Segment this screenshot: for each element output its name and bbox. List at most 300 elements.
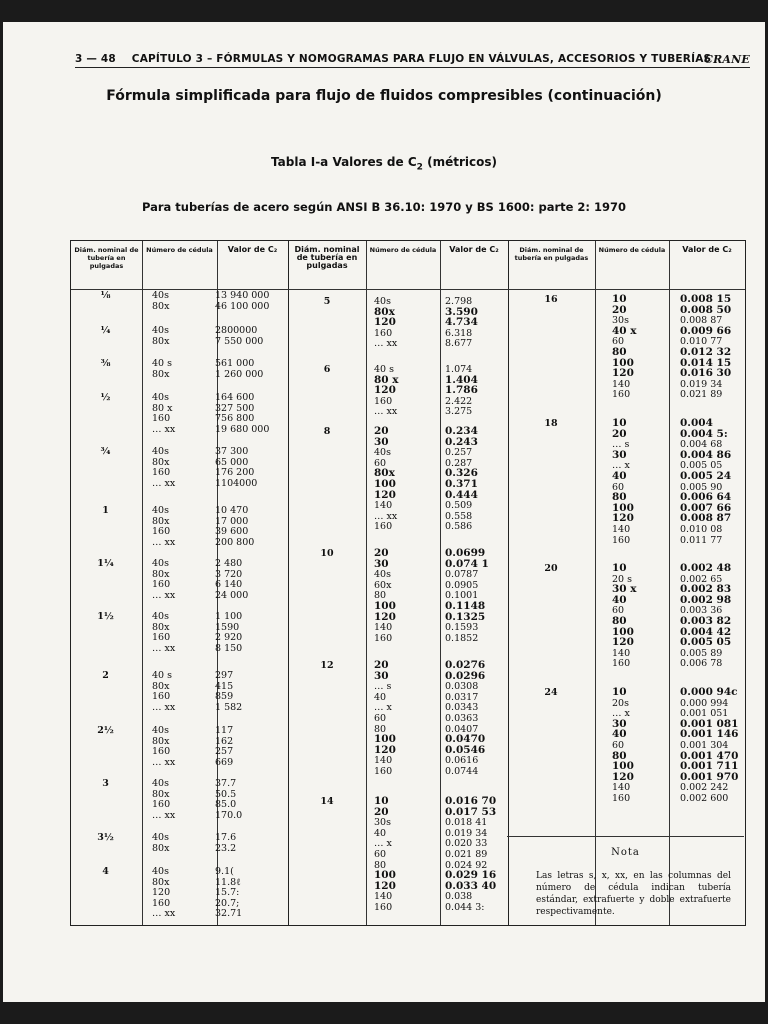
cz-value-cell: 0.000 94c <box>680 686 738 698</box>
cz-value-cell: 39 600 <box>215 526 249 538</box>
schedule-cell: 80 x <box>374 373 399 386</box>
schedule-cell: 160 <box>374 521 393 533</box>
schedule-cell: 160 <box>152 897 171 909</box>
schedule-cell: 20 s <box>612 573 632 585</box>
table-divider <box>595 241 596 925</box>
cz-value-cell: 3.590 <box>445 305 478 318</box>
note-text: Las letras s, x, xx, en las columnas del número de cédula indican tubería estándar, extrafuerte y doble extrafuerte respectivamente. <box>536 871 731 917</box>
schedule-cell: … s <box>612 439 630 451</box>
schedule-cell: 100 <box>612 501 634 514</box>
cz-value-cell: 65 000 <box>215 456 249 468</box>
schedule-cell: 40 <box>612 470 627 482</box>
schedule-cell: … xx <box>152 642 176 654</box>
schedule-cell: 40 <box>374 827 387 839</box>
schedule-cell: 40 <box>374 691 387 703</box>
cz-value-cell: 0.006 78 <box>680 658 723 670</box>
table-title-prefix: Tabla I-a Valores de C <box>271 155 417 169</box>
cz-value-cell: 0.004 <box>680 417 713 429</box>
schedule-cell: 160 <box>374 902 393 913</box>
schedule-cell: 40 x <box>612 324 637 337</box>
schedule-cell: 40 s <box>152 358 172 369</box>
schedule-cell: 80 <box>612 346 627 358</box>
cz-value-cell: 23.2 <box>215 842 237 854</box>
schedule-cell: 80 <box>612 491 627 504</box>
cz-value-cell: 0.001 081 <box>680 717 739 730</box>
cz-value-cell: 20.7; <box>215 897 240 909</box>
cz-value-cell: 0.558 <box>445 510 473 522</box>
schedule-cell: … xx <box>374 338 398 350</box>
schedule-cell: 100 <box>374 869 396 882</box>
schedule-cell: 30 <box>612 448 627 461</box>
schedule-cell: 140 <box>612 524 631 535</box>
cz-value-cell: 1 260 000 <box>215 368 264 380</box>
schedule-cell: 30 <box>374 669 389 682</box>
cz-value-cell: 0.586 <box>445 521 473 533</box>
nominal-size: 1 <box>102 505 109 516</box>
schedule-cell: 120 <box>612 512 634 525</box>
brand-name: CRANE <box>704 53 750 66</box>
schedule-cell: 80x <box>152 568 170 580</box>
schedule-cell: … s <box>374 681 392 693</box>
schedule-cell: 40s <box>152 446 169 457</box>
cz-value-cell: 0.003 36 <box>680 605 723 617</box>
cz-value-cell: 0.017 53 <box>445 805 497 818</box>
cz-value-cell: 0.011 77 <box>680 534 723 546</box>
schedule-cell: 80x <box>152 300 170 312</box>
schedule-cell: 120 <box>612 636 634 649</box>
cz-value-cell: 2.798 <box>445 296 473 307</box>
schedule-cell: 40s <box>152 558 169 569</box>
schedule-cell: 20s <box>612 697 629 709</box>
nominal-size: 14 <box>320 796 334 807</box>
cz-value-cell: 0.016 70 <box>445 795 497 807</box>
cz-value-cell: 10 470 <box>215 505 249 516</box>
schedule-cell: 80 <box>374 723 387 735</box>
schedule-cell: … xx <box>152 809 176 821</box>
nominal-size: 4 <box>102 866 109 877</box>
schedule-cell: 160 <box>612 389 631 401</box>
schedule-cell: 120 <box>374 384 396 397</box>
cz-value-cell: 0.016 30 <box>680 367 732 380</box>
cz-value-cell: 200 800 <box>215 536 255 548</box>
cz-value-cell: 0.1001 <box>445 590 479 602</box>
header-valor: Valor de C₂ <box>682 245 732 254</box>
cz-value-cell: 0.001 146 <box>680 728 739 741</box>
schedule-cell: 30 <box>374 557 389 570</box>
nominal-size: 5 <box>323 296 331 307</box>
page-title: Fórmula simplificada para flujo de fluidos compresibles (continuación) <box>106 88 662 104</box>
schedule-cell: 100 <box>374 733 396 746</box>
header-diam: Diám. nominal de tubería en pulgadas <box>74 246 139 270</box>
nominal-size: 18 <box>544 418 558 429</box>
cz-value-cell: 162 <box>215 735 234 747</box>
schedule-cell: 10 <box>612 417 627 429</box>
cz-value-cell: 0.002 242 <box>680 782 729 794</box>
schedule-cell: 40s <box>152 290 169 301</box>
cz-value-cell: 0.0308 <box>445 681 479 693</box>
cz-value-cell: 0.005 05 <box>680 460 723 472</box>
cz-value-cell: 297 <box>215 670 234 681</box>
cz-value-cell: 0.1593 <box>445 622 479 634</box>
header-cedula: Número de cédula <box>369 246 437 254</box>
header-diam: Diám. nominal de tubería en pulgadas <box>514 246 589 262</box>
header-diam: Diám. nominal de tubería en pulgadas <box>294 245 360 270</box>
cz-value-cell: 0.371 <box>445 478 478 490</box>
schedule-cell: 80x <box>374 467 395 480</box>
schedule-cell: 80 <box>374 859 387 871</box>
schedule-cell: 80x <box>152 515 170 527</box>
schedule-cell: 160 <box>374 632 393 644</box>
schedule-cell: … xx <box>152 423 176 435</box>
cz-value-cell: 9.1( <box>215 866 234 877</box>
nominal-size: ¾ <box>100 446 111 457</box>
schedule-cell: 80x <box>374 305 395 318</box>
schedule-cell: 120 <box>152 887 171 899</box>
schedule-cell: 80x <box>152 621 170 633</box>
nominal-size: ¼ <box>100 325 111 336</box>
table-title <box>0 155 768 172</box>
schedule-cell: 160 <box>612 658 631 670</box>
cz-value-cell: 756 800 <box>215 413 255 425</box>
cz-value-cell: 0.005 89 <box>680 647 723 659</box>
schedule-cell: 160 <box>152 526 171 538</box>
cz-value-cell: 0.003 82 <box>680 615 732 627</box>
cz-value-cell: 0.005 90 <box>680 481 723 493</box>
cz-value-cell: 0.234 <box>445 425 478 437</box>
schedule-cell: 40 <box>612 593 627 606</box>
schedule-cell: 80x <box>152 876 170 888</box>
cz-value-cell: 0.0296 <box>445 669 486 682</box>
cz-value-cell: 0.1148 <box>445 600 486 612</box>
schedule-cell: 160 <box>374 327 393 339</box>
schedule-cell: … x <box>374 702 392 714</box>
cz-value-cell: 15.7: <box>215 887 240 899</box>
schedule-cell: 40 <box>612 728 627 741</box>
nominal-size: 10 <box>320 548 334 559</box>
cz-value-cell: 2 920 <box>215 632 243 644</box>
cz-value-cell: 0.001 470 <box>680 749 739 762</box>
nominal-size: ⅛ <box>100 290 111 301</box>
schedule-cell: 100 <box>612 356 634 369</box>
cz-value-cell: 170.0 <box>215 809 243 821</box>
cz-value-cell: 0.0407 <box>445 723 479 735</box>
cz-value-cell: 0.0699 <box>445 547 486 559</box>
cz-value-cell: 0.002 600 <box>680 793 729 804</box>
schedule-cell: 100 <box>374 478 396 490</box>
cz-value-cell: 164 600 <box>215 392 255 403</box>
nominal-size: 2½ <box>97 725 114 736</box>
cz-value-cell: 0.0616 <box>445 755 479 767</box>
schedule-cell: 80x <box>152 842 170 854</box>
cz-value-cell: 17.6 <box>215 832 237 843</box>
schedule-cell: 10 <box>612 293 627 305</box>
cz-value-cell: 3.275 <box>445 406 473 418</box>
schedule-cell: 80 x <box>152 402 173 414</box>
cz-value-cell: 0.243 <box>445 435 478 448</box>
table-divider <box>508 241 509 925</box>
standard-line: Para tuberías de acero según ANSI B 36.10: 1970 y BS 1600: parte 2: 1970 <box>141 200 627 214</box>
schedule-cell: 160 <box>152 746 171 758</box>
schedule-cell: 120 <box>374 879 396 892</box>
schedule-cell: 80 <box>612 615 627 627</box>
cz-value-cell: 4.734 <box>445 316 478 329</box>
schedule-cell: 40s <box>152 611 169 622</box>
cz-value-cell: 0.1325 <box>445 610 486 623</box>
schedule-cell: 160 <box>374 395 393 407</box>
header-valor: Valor de C₂ <box>227 245 278 254</box>
cz-value-cell: 24 000 <box>215 589 249 601</box>
schedule-cell: 20 <box>612 427 627 440</box>
schedule-cell: … xx <box>152 908 176 920</box>
cz-value-cell: 1.404 <box>445 373 478 386</box>
schedule-cell: … x <box>612 708 630 720</box>
cz-value-cell: 0.0744 <box>445 766 479 777</box>
cz-value-cell: 0.001 304 <box>680 740 729 751</box>
schedule-cell: 80x <box>152 788 170 800</box>
cz-value-cell: 0.002 98 <box>680 593 732 606</box>
cz-value-cell: 1.074 <box>445 364 473 375</box>
nominal-size: 3 <box>102 778 109 789</box>
cz-value-cell: 0.257 <box>445 447 473 459</box>
schedule-cell: 40s <box>374 447 391 459</box>
schedule-cell: 20 <box>612 303 627 316</box>
schedule-cell: 60 <box>612 481 625 493</box>
schedule-cell: … xx <box>152 756 176 768</box>
note-title: Nota <box>611 847 640 858</box>
cz-value-cell: 1104000 <box>215 477 258 489</box>
cz-value-cell: 0.029 16 <box>445 869 497 882</box>
cz-value-cell: 7 550 000 <box>215 335 264 347</box>
schedule-cell: … xx <box>374 510 398 522</box>
schedule-cell: … xx <box>374 406 398 418</box>
cz-value-cell: 0.021 89 <box>445 849 488 860</box>
cz-value-cell: 2800000 <box>215 325 258 336</box>
schedule-cell: … xx <box>152 477 176 489</box>
schedule-cell: 30s <box>374 817 391 829</box>
schedule-cell: 20 <box>374 547 389 559</box>
nominal-size: ⅜ <box>100 358 111 369</box>
schedule-cell: 120 <box>612 367 634 380</box>
cz-value-cell: 0.008 87 <box>680 315 723 327</box>
schedule-cell: 80x <box>152 735 170 747</box>
schedule-cell: 20 <box>374 425 389 437</box>
cz-value-cell: 0.001 711 <box>680 760 739 773</box>
cz-value-cell: 0.0363 <box>445 713 479 724</box>
schedule-cell: 140 <box>612 782 631 794</box>
schedule-cell: 140 <box>374 755 393 767</box>
page-number: 3 — 48 <box>75 53 116 65</box>
schedule-cell: 60 <box>374 849 387 860</box>
schedule-cell: 60 <box>374 713 387 724</box>
schedule-cell: 80x <box>152 456 170 468</box>
schedule-cell: 140 <box>612 378 631 390</box>
nominal-size: 1¼ <box>97 558 114 569</box>
cz-value-cell: 1590 <box>215 621 240 633</box>
cz-value-cell: 0.019 34 <box>680 378 723 390</box>
note-divider <box>507 836 744 837</box>
cz-value-cell: 6 140 <box>215 579 243 591</box>
nominal-size: 8 <box>323 426 331 437</box>
schedule-cell: 160 <box>612 534 631 546</box>
schedule-cell: 160 <box>152 467 171 479</box>
schedule-cell: 160 <box>152 632 171 644</box>
schedule-cell: 80 <box>612 749 627 762</box>
cz-value-cell: 0.009 66 <box>680 324 732 337</box>
cz-value-cell: 117 <box>215 725 234 736</box>
schedule-cell: 60x <box>374 579 392 591</box>
cz-value-cell: 50.5 <box>215 788 237 800</box>
cz-value-cell: 0.004 5: <box>680 427 728 440</box>
schedule-cell: 160 <box>152 413 171 425</box>
schedule-cell: 40s <box>374 296 391 307</box>
cz-value-cell: 2 480 <box>215 558 243 569</box>
schedule-cell: 120 <box>612 770 634 783</box>
cz-value-cell: 0.1852 <box>445 632 479 644</box>
nominal-size: ½ <box>100 392 111 403</box>
schedule-cell: 40 s <box>152 670 172 681</box>
nominal-size: 2 <box>102 670 109 681</box>
cz-value-cell: 85.0 <box>215 799 237 811</box>
cz-value-cell: 0.008 15 <box>680 293 732 305</box>
cz-value-cell: 0.074 1 <box>445 557 489 570</box>
cz-value-cell: 0.019 34 <box>445 827 488 839</box>
schedule-cell: 20 <box>374 659 389 671</box>
table-divider <box>142 241 143 925</box>
schedule-cell: 30s <box>612 315 629 327</box>
cz-value-cell: 0.0787 <box>445 569 479 581</box>
cz-value-cell: 19 680 000 <box>215 423 270 435</box>
table-divider <box>440 241 441 925</box>
schedule-cell: … xx <box>152 536 176 548</box>
schedule-cell: 10 <box>374 795 389 807</box>
cz-value-cell: 2.422 <box>445 395 473 407</box>
header-divider <box>71 289 745 290</box>
cz-value-cell: 0.008 50 <box>680 303 732 316</box>
cz-value-cell: 0.002 65 <box>680 573 723 585</box>
cz-value-cell: 11.8ℓ <box>215 876 241 888</box>
schedule-cell: … xx <box>152 701 176 713</box>
schedule-cell: 10 <box>612 686 627 698</box>
schedule-cell: 120 <box>374 610 396 623</box>
cz-values-table <box>70 240 746 926</box>
nominal-size: 16 <box>544 294 558 305</box>
cz-value-cell: 0.444 <box>445 488 478 501</box>
header-valor: Valor de C₂ <box>449 245 499 254</box>
schedule-cell: 100 <box>374 600 396 612</box>
schedule-cell: 140 <box>374 891 393 903</box>
cz-value-cell: 0.008 87 <box>680 512 732 525</box>
cz-value-cell: 176 200 <box>215 467 255 479</box>
cz-value-cell: 327 500 <box>215 402 255 414</box>
page-header <box>75 53 750 68</box>
cz-value-cell: 0.007 66 <box>680 501 732 514</box>
cz-value-cell: 0.287 <box>445 457 473 469</box>
cz-value-cell: 0.038 <box>445 891 473 903</box>
cz-value-cell: 8.677 <box>445 338 473 350</box>
cz-value-cell: 0.014 15 <box>680 356 732 369</box>
schedule-cell: … x <box>374 838 392 850</box>
nominal-size: 1½ <box>97 611 114 622</box>
schedule-cell: 160 <box>374 766 393 777</box>
cz-value-cell: 0.033 40 <box>445 879 497 892</box>
cz-value-cell: 415 <box>215 680 234 692</box>
cz-value-cell: 0.002 83 <box>680 583 732 596</box>
cz-value-cell: 1 100 <box>215 611 243 622</box>
schedule-cell: 40s <box>152 866 169 877</box>
schedule-cell: 120 <box>374 316 396 329</box>
schedule-cell: 40s <box>152 778 169 789</box>
schedule-cell: 80x <box>152 335 170 347</box>
table-divider <box>288 241 289 925</box>
schedule-cell: 140 <box>374 622 393 634</box>
schedule-cell: 140 <box>374 500 393 512</box>
cz-value-cell: 8 150 <box>215 642 243 654</box>
schedule-cell: 100 <box>612 625 634 638</box>
schedule-cell: 140 <box>612 647 631 659</box>
schedule-cell: 80x <box>152 368 170 380</box>
cz-value-cell: 0.001 970 <box>680 770 739 783</box>
cz-value-cell: 0.000 994 <box>680 697 729 709</box>
cz-value-cell: 0.326 <box>445 467 478 480</box>
cz-value-cell: 3 720 <box>215 568 243 580</box>
table-divider <box>669 241 670 925</box>
schedule-cell: 160 <box>152 579 171 591</box>
cz-value-cell: 0.001 051 <box>680 708 729 720</box>
cz-value-cell: 0.004 68 <box>680 439 723 451</box>
cz-value-cell: 17 000 <box>215 515 249 527</box>
schedule-cell: 40s <box>152 392 169 403</box>
cz-value-cell: 0.044 3: <box>445 902 485 913</box>
cz-value-cell: 0.010 77 <box>680 336 723 348</box>
cz-value-cell: 1 582 <box>215 701 243 713</box>
table-title-subscript: 2 <box>416 162 423 173</box>
cz-value-cell: 0.509 <box>445 500 473 512</box>
schedule-cell: 160 <box>152 799 171 811</box>
cz-value-cell: 0.006 64 <box>680 491 732 504</box>
schedule-cell: 30 <box>612 717 627 730</box>
schedule-cell: 40s <box>152 505 169 516</box>
cz-value-cell: 1.786 <box>445 384 478 397</box>
cz-value-cell: 0.012 32 <box>680 346 732 358</box>
cz-value-cell: 859 <box>215 691 234 703</box>
cz-value-cell: 0.005 05 <box>680 636 732 649</box>
cz-value-cell: 0.004 42 <box>680 625 732 638</box>
cz-value-cell: 0.024 92 <box>445 859 488 871</box>
schedule-cell: 40s <box>152 832 169 843</box>
nominal-size: 3½ <box>97 832 114 843</box>
cz-value-cell: 6.318 <box>445 327 473 339</box>
cz-value-cell: 37.7 <box>215 778 237 789</box>
cz-value-cell: 0.002 48 <box>680 562 732 574</box>
schedule-cell: 40 s <box>374 364 394 375</box>
cz-value-cell: 0.0276 <box>445 659 486 671</box>
cz-value-cell: 0.010 08 <box>680 524 723 535</box>
schedule-cell: 100 <box>612 760 634 773</box>
cz-value-cell: 0.0343 <box>445 702 479 714</box>
cz-value-cell: 37 300 <box>215 446 249 457</box>
cz-value-cell: 13 940 000 <box>215 290 270 301</box>
schedule-cell: 40s <box>152 725 169 736</box>
schedule-cell: … x <box>612 460 630 472</box>
nominal-size: 24 <box>544 687 558 698</box>
schedule-cell: 80 <box>374 590 387 602</box>
cz-value-cell: 0.021 89 <box>680 389 723 401</box>
schedule-cell: 80x <box>152 680 170 692</box>
schedule-cell: 60 <box>612 605 625 617</box>
schedule-cell: 160 <box>152 691 171 703</box>
schedule-cell: 40s <box>374 569 391 581</box>
nominal-size: 12 <box>320 660 334 671</box>
